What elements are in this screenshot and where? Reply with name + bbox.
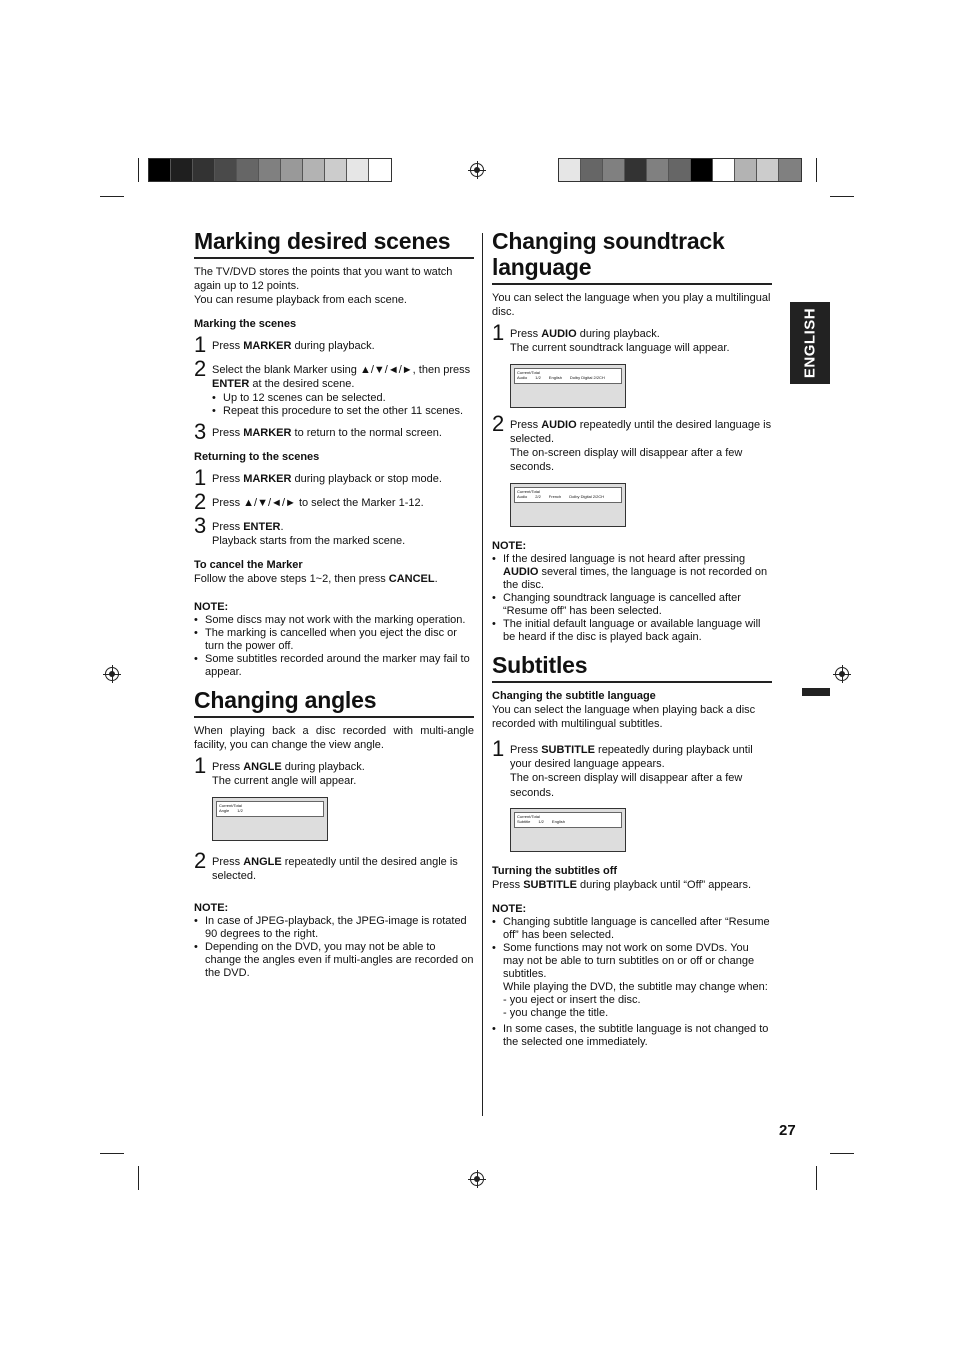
button-name: AUDIO [541, 328, 577, 340]
step-text: Press [212, 472, 244, 485]
subtitles-step-1 [492, 735, 772, 800]
color-swatch [347, 159, 369, 181]
note-item: • In some cases, the subtitle language is not changed to the selected one immediately. [492, 1023, 772, 1049]
angle-osd-screen [212, 797, 328, 841]
note-item: • Some discs may not work with the marking operation. [194, 614, 474, 627]
step-text: Press [510, 418, 542, 431]
color-swatch [259, 159, 281, 181]
step-number: 1 [194, 464, 207, 490]
note-item: • Depending on the DVD, you may not be able to change the angles even if multi-angles are recorded on the DVD. [194, 941, 474, 980]
subtitles-off-text [492, 878, 772, 892]
step-text: during playback. [291, 340, 375, 352]
soundtrack-intro: You can select the language when you play a multilingual disc. [492, 292, 771, 318]
soundtrack-title: Changing soundtrack language [492, 228, 772, 285]
off-text: Press [492, 878, 524, 891]
subtitles-notes [492, 916, 772, 1049]
step-text: Press [510, 328, 542, 340]
note-item [492, 553, 772, 592]
note-item: • Changing soundtrack language is cancelled after “Resume off” has been selected. [492, 592, 772, 618]
subtitles-off-heading: Turning the subtitles off [492, 864, 618, 877]
color-swatch [757, 159, 779, 181]
note-text: - you eject or insert the disc. [503, 993, 641, 1006]
step-text: Press ▲/▼/◄/► to select the Marker 1-12. [212, 496, 424, 509]
step-number: 1 [492, 735, 505, 761]
soundtrack-notes [492, 553, 772, 644]
angles-notes [194, 915, 474, 980]
color-swatch [171, 159, 193, 181]
color-swatch [669, 159, 691, 181]
angles-step-1 [194, 753, 474, 789]
subtitles-subheading: Changing the subtitle language [492, 689, 656, 702]
subtitles-note-label: NOTE: [492, 902, 527, 915]
crop-mark [816, 158, 817, 182]
button-name: MARKER [243, 426, 292, 439]
crop-mark [830, 1153, 854, 1154]
subtitle-osd-screen [510, 808, 626, 852]
osd-value: 1/2 [237, 807, 243, 813]
osd-value: 1/2 [535, 374, 541, 380]
button-name: CANCEL [388, 573, 435, 586]
soundtrack-step-2 [492, 410, 772, 475]
color-swatch [581, 159, 603, 181]
marking-intro-1: The TV/DVD stores the points that you want to watch again up to 12 points. [194, 266, 453, 292]
button-name: MARKER [243, 340, 292, 352]
button-name: SUBTITLE [523, 878, 577, 891]
marking-subheading: Marking the scenes [194, 318, 297, 330]
note-item: • Some subtitles recorded around the marker may fail to appear. [194, 653, 474, 679]
osd-format: Dolby Digital 2/2CH [569, 374, 605, 380]
button-name: MARKER [243, 472, 292, 485]
osd-label: Subtitle [517, 818, 531, 824]
step-number: 2 [194, 847, 207, 873]
off-text: during playback until “Off” appears. [576, 878, 752, 891]
audio-osd-screen-1 [510, 364, 626, 408]
language-tab-label: ENGLISH [801, 307, 819, 379]
marking-note-label: NOTE: [194, 601, 229, 614]
step-text: to return to the normal screen. [291, 426, 442, 439]
button-name: AUDIO [541, 418, 577, 431]
note-text: • Some functions may not work on some DVDs. You may not be able to turn subtitles on or off or change subtitles. [503, 941, 755, 980]
color-swatch [625, 159, 647, 181]
soundtrack-note-label: NOTE: [492, 539, 527, 552]
color-swatch [691, 159, 713, 181]
osd-language: French [548, 493, 562, 499]
step-number: 2 [194, 356, 207, 381]
note-text: several times, the language is not recorded on the disc. [503, 565, 768, 591]
step-number: 2 [194, 488, 207, 514]
step-text: during playback. [281, 761, 365, 774]
returning-step-1 [194, 464, 474, 490]
color-swatch [193, 159, 215, 181]
right-column [492, 228, 772, 1049]
button-name: ENTER [243, 520, 281, 533]
step-number: 1 [194, 753, 207, 779]
step-text: . [280, 520, 284, 533]
subtitles-title: Subtitles [492, 652, 772, 683]
crop-mark [830, 196, 854, 197]
cancel-text: . [434, 573, 438, 586]
angles-title: Changing angles [194, 687, 474, 718]
step-text: Press [212, 855, 244, 868]
angles-intro: When playing back a disc recorded with multi-angle facility, you can change the view angle. [194, 725, 474, 752]
color-swatch [713, 159, 735, 181]
osd-label: Audio [517, 493, 528, 499]
cancel-marker-heading: To cancel the Marker [194, 559, 303, 572]
note-item: • The marking is cancelled when you eject the disc or turn the power off. [194, 627, 474, 653]
color-swatch [149, 159, 171, 181]
button-name: ENTER [212, 378, 250, 391]
osd-header: Current/Total [517, 369, 540, 375]
color-calibration-strip-right [558, 158, 802, 182]
section-tab-bar [802, 688, 830, 696]
angles-note-label: NOTE: [194, 902, 229, 915]
marking-intro-2: You can resume playback from each scene. [194, 294, 407, 306]
registration-mark-left [105, 667, 119, 681]
marking-notes [194, 614, 474, 679]
registration-mark-right [835, 667, 849, 681]
column-divider [482, 233, 483, 1116]
step-text: Press [510, 743, 542, 756]
step-text: during playback. [576, 328, 660, 340]
osd-bar [514, 368, 622, 384]
color-swatch [237, 159, 259, 181]
step-text: The current soundtrack language will appear. [510, 342, 730, 355]
osd-label: Audio [517, 374, 528, 380]
returning-subheading: Returning to the scenes [194, 450, 320, 463]
marking-title: Marking desired scenes [194, 228, 474, 259]
language-side-tab [790, 302, 830, 384]
crop-mark [816, 1166, 817, 1190]
button-name: ANGLE [243, 761, 282, 774]
step-bullet: • Up to 12 scenes can be selected. [212, 392, 474, 405]
left-column [194, 228, 474, 980]
marking-step-1 [194, 332, 474, 357]
step-text: The on-screen display will disappear after a few seconds. [510, 772, 743, 799]
osd-language: English [551, 818, 566, 824]
step-text: Press [212, 426, 244, 439]
note-item: • In case of JPEG-playback, the JPEG-image is rotated 90 degrees to the right. [194, 915, 474, 941]
osd-format: Dolby Digital 2/2CH [569, 493, 605, 499]
registration-mark-bottom [470, 1172, 484, 1186]
returning-step-2 [194, 488, 474, 514]
returning-step-3 [194, 512, 474, 549]
step-number: 2 [492, 410, 505, 436]
step-text: at the desired scene. [249, 378, 355, 391]
step-text: repeatedly during playback until your desired language appears. [510, 743, 753, 771]
note-text: If the desired language is not heard after pressing [503, 552, 746, 565]
soundtrack-step-1 [492, 320, 772, 356]
registration-mark-top [470, 163, 484, 177]
page-number: 27 [779, 1122, 796, 1139]
step-number: 3 [194, 418, 207, 444]
crop-mark [100, 196, 124, 197]
osd-header: Current/Total [517, 488, 540, 494]
step-number: 1 [194, 332, 207, 357]
step-bullet: • Repeat this procedure to set the other 11 scenes. [212, 405, 474, 418]
button-name: SUBTITLE [541, 743, 595, 756]
color-swatch [603, 159, 625, 181]
color-swatch [303, 159, 325, 181]
osd-bar [216, 801, 324, 817]
note-item: • Changing subtitle language is cancelled after “Resume off” has been selected. [492, 916, 772, 942]
osd-bar [514, 812, 622, 828]
note-item [492, 942, 772, 1020]
step-text: The on-screen display will disappear after a few seconds. [510, 447, 743, 474]
cancel-marker-text [194, 572, 474, 586]
cancel-text: Follow the above steps 1~2, then press [194, 573, 389, 586]
marking-step-3 [194, 418, 474, 444]
step-text: Press [212, 520, 244, 533]
crop-mark [100, 1153, 124, 1154]
step-text: Press [212, 340, 244, 352]
step-text: Press [212, 761, 244, 774]
color-swatch [215, 159, 237, 181]
note-item: • The initial default language or available language will be heard if the disc is played back again. [492, 618, 772, 644]
color-swatch [325, 159, 347, 181]
crop-mark [138, 1166, 139, 1190]
step-text: Playback starts from the marked scene. [212, 534, 406, 547]
subtitles-intro: You can select the language when playing back a disc recorded with multilingual subtitles. [492, 703, 756, 730]
osd-bar [514, 487, 622, 503]
step-number: 3 [194, 512, 207, 538]
note-text: - you change the title. [503, 1006, 609, 1019]
step-text: The current angle will appear. [212, 775, 357, 788]
color-swatch [779, 159, 801, 181]
step-text: repeatedly until the desired language is selected. [510, 418, 772, 445]
note-text: While playing the DVD, the subtitle may change when: [503, 980, 768, 993]
color-swatch [647, 159, 669, 181]
osd-value: 1/2 [538, 818, 544, 824]
color-swatch [735, 159, 757, 181]
audio-osd-screen-2 [510, 483, 626, 527]
osd-label: Angle [219, 807, 230, 813]
angles-step-2 [194, 847, 474, 884]
step-text: Select the blank Marker using ▲/▼/◄/►, then press [212, 364, 471, 376]
osd-value: 2/2 [535, 493, 541, 499]
button-name: ANGLE [243, 855, 282, 868]
color-swatch [369, 159, 391, 181]
step-number: 1 [492, 320, 505, 345]
marking-step-2 [194, 356, 474, 418]
color-calibration-strip-left [148, 158, 392, 182]
color-swatch [281, 159, 303, 181]
osd-header: Current/Total [517, 813, 540, 819]
step-text: during playback or stop mode. [291, 472, 442, 485]
color-swatch [559, 159, 581, 181]
osd-header: Current/Total [219, 802, 242, 808]
osd-language: English [548, 374, 562, 380]
button-name: AUDIO [503, 565, 539, 578]
step-text: repeatedly until the desired angle is selected. [212, 855, 458, 883]
crop-mark [138, 158, 139, 182]
